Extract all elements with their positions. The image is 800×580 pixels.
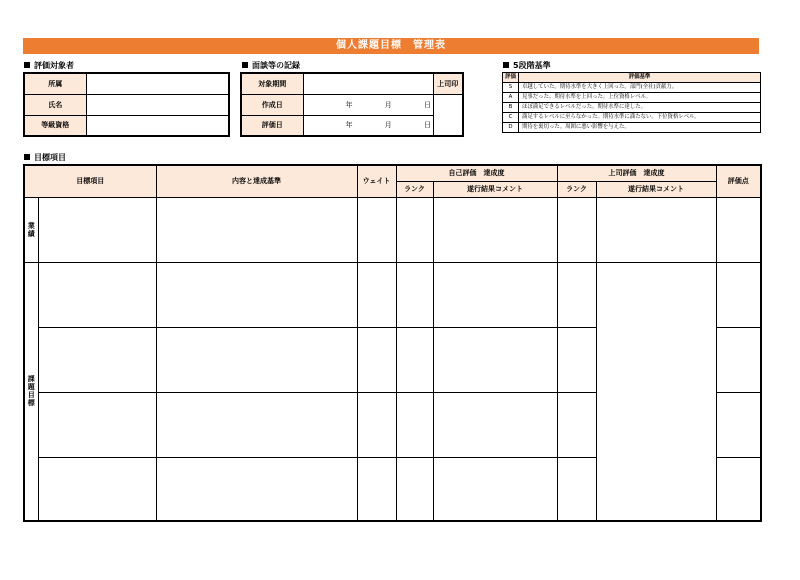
self-rank-cell[interactable] bbox=[396, 262, 433, 327]
self-rank-cell[interactable] bbox=[396, 457, 433, 521]
target-person-table bbox=[23, 72, 230, 137]
target-label-name: 氏名 bbox=[24, 94, 86, 115]
self-rank-cell[interactable] bbox=[396, 327, 433, 392]
score-cell[interactable] bbox=[716, 392, 761, 457]
header-goal-item: 目標項目 bbox=[24, 165, 156, 197]
criteria-desc: 見事だった。期待水準を上回った。上位資格レベル。 bbox=[519, 93, 761, 103]
criteria-desc: 期待を裏切った。周囲に悪い影響を与えた。 bbox=[519, 123, 761, 133]
goal-item-cell[interactable] bbox=[38, 392, 156, 457]
evaluated-date-field[interactable] bbox=[303, 115, 433, 136]
grade-field[interactable] bbox=[86, 115, 229, 136]
content-cell[interactable] bbox=[156, 262, 357, 327]
criteria-rank: S bbox=[503, 83, 519, 93]
group-label-results: 業績 bbox=[24, 197, 38, 262]
criteria-rank: B bbox=[503, 103, 519, 113]
criteria-header-rank: 評価 bbox=[503, 73, 519, 83]
table-row bbox=[241, 94, 463, 115]
square-bullet-icon bbox=[503, 62, 509, 68]
content-cell[interactable] bbox=[156, 457, 357, 521]
header-boss-comment: 遂行結果コメント bbox=[596, 181, 716, 197]
section-header-target bbox=[24, 61, 74, 71]
table-row bbox=[24, 115, 229, 136]
table-row bbox=[503, 93, 761, 103]
header-self-comment: 遂行結果コメント bbox=[433, 181, 557, 197]
weight-cell[interactable] bbox=[357, 262, 396, 327]
content-cell[interactable] bbox=[156, 197, 357, 262]
criteria-table bbox=[502, 72, 761, 133]
square-bullet-icon bbox=[24, 154, 30, 160]
criteria-desc: ほぼ満足できるレベルだった。期待水準に達した。 bbox=[519, 103, 761, 113]
self-comment-cell[interactable] bbox=[433, 457, 557, 521]
section-header-record-label: 面談等の記録 bbox=[252, 61, 300, 70]
header-boss-eval: 上司評価 達成度 bbox=[557, 165, 716, 181]
weight-cell[interactable] bbox=[357, 327, 396, 392]
content-cell[interactable] bbox=[156, 392, 357, 457]
interview-record-table bbox=[240, 72, 464, 137]
boss-rank-cell[interactable] bbox=[557, 197, 596, 262]
weight-cell[interactable] bbox=[357, 392, 396, 457]
weight-cell[interactable] bbox=[357, 457, 396, 521]
table-row bbox=[241, 73, 463, 94]
score-cell[interactable] bbox=[716, 262, 761, 327]
self-comment-cell[interactable] bbox=[433, 392, 557, 457]
table-row bbox=[24, 94, 229, 115]
day-label: 日 bbox=[423, 100, 431, 109]
month-label: 月 bbox=[384, 121, 392, 130]
boss-rank-cell[interactable] bbox=[557, 392, 596, 457]
table-row bbox=[24, 197, 761, 262]
year-label: 年 bbox=[345, 121, 353, 130]
criteria-desc: 卓越していた。期待水準を大きく上回った。部門(全社)貢献力。 bbox=[519, 83, 761, 93]
goal-item-cell[interactable] bbox=[38, 457, 156, 521]
table-row bbox=[24, 165, 761, 181]
record-label-period: 対象期間 bbox=[241, 73, 303, 94]
header-weight: ウェイト bbox=[357, 165, 396, 197]
goal-item-cell[interactable] bbox=[38, 327, 156, 392]
table-row bbox=[503, 123, 761, 133]
target-label-grade: 等級資格 bbox=[24, 115, 86, 136]
criteria-desc: 満足するレベルに至らなかった。期待水準に満たない。下位資格レベル。 bbox=[519, 113, 761, 123]
section-header-target-label: 評価対象者 bbox=[34, 61, 74, 70]
section-header-goals bbox=[24, 153, 66, 163]
table-row bbox=[241, 115, 463, 136]
target-label-department: 所属 bbox=[24, 73, 86, 94]
period-field[interactable] bbox=[303, 73, 433, 94]
self-comment-cell[interactable] bbox=[433, 327, 557, 392]
goal-item-cell[interactable] bbox=[38, 262, 156, 327]
table-row bbox=[503, 103, 761, 113]
self-comment-cell[interactable] bbox=[433, 197, 557, 262]
goals-table bbox=[23, 164, 762, 522]
section-header-record bbox=[242, 61, 300, 71]
content-cell[interactable] bbox=[156, 327, 357, 392]
boss-rank-cell[interactable] bbox=[557, 327, 596, 392]
name-field[interactable] bbox=[86, 94, 229, 115]
record-label-evaluated: 評価日 bbox=[241, 115, 303, 136]
score-cell[interactable] bbox=[716, 327, 761, 392]
created-date-field[interactable] bbox=[303, 94, 433, 115]
criteria-rank: C bbox=[503, 113, 519, 123]
criteria-rank: A bbox=[503, 93, 519, 103]
section-header-criteria-label: 5段階基準 bbox=[513, 61, 551, 70]
year-label: 年 bbox=[345, 100, 353, 109]
header-content: 内容と達成基準 bbox=[156, 165, 357, 197]
goal-item-cell[interactable] bbox=[38, 197, 156, 262]
criteria-rank: D bbox=[503, 123, 519, 133]
section-header-criteria bbox=[503, 61, 551, 71]
self-comment-cell[interactable] bbox=[433, 262, 557, 327]
record-label-created: 作成日 bbox=[241, 94, 303, 115]
table-row bbox=[503, 73, 761, 83]
table-row bbox=[503, 83, 761, 93]
header-self-rank: ランク bbox=[396, 181, 433, 197]
boss-seal-label: 上司印 bbox=[433, 73, 463, 94]
boss-comment-cell[interactable] bbox=[596, 262, 716, 521]
boss-rank-cell[interactable] bbox=[557, 262, 596, 327]
table-row bbox=[503, 113, 761, 123]
square-bullet-icon bbox=[24, 62, 30, 68]
day-label: 日 bbox=[423, 121, 431, 130]
header-score: 評価点 bbox=[716, 165, 761, 197]
weight-cell[interactable] bbox=[357, 197, 396, 262]
department-field[interactable] bbox=[86, 73, 229, 94]
square-bullet-icon bbox=[242, 62, 248, 68]
group-label-tasks: 課題目標 bbox=[24, 262, 38, 521]
header-boss-rank: ランク bbox=[557, 181, 596, 197]
boss-rank-cell[interactable] bbox=[557, 457, 596, 521]
self-rank-cell[interactable] bbox=[396, 392, 433, 457]
score-cell[interactable] bbox=[716, 457, 761, 521]
month-label: 月 bbox=[384, 100, 392, 109]
table-row bbox=[24, 262, 761, 327]
header-self-eval: 自己評価 達成度 bbox=[396, 165, 557, 181]
table-row bbox=[24, 73, 229, 94]
boss-comment-cell[interactable] bbox=[596, 197, 716, 262]
boss-seal-field[interactable] bbox=[433, 94, 463, 136]
page-title: 個人課題目標 管理表 bbox=[23, 38, 759, 54]
criteria-header-desc: 評価基準 bbox=[519, 73, 761, 83]
self-rank-cell[interactable] bbox=[396, 197, 433, 262]
section-header-goals-label: 目標項目 bbox=[34, 153, 66, 162]
score-cell[interactable] bbox=[716, 197, 761, 262]
